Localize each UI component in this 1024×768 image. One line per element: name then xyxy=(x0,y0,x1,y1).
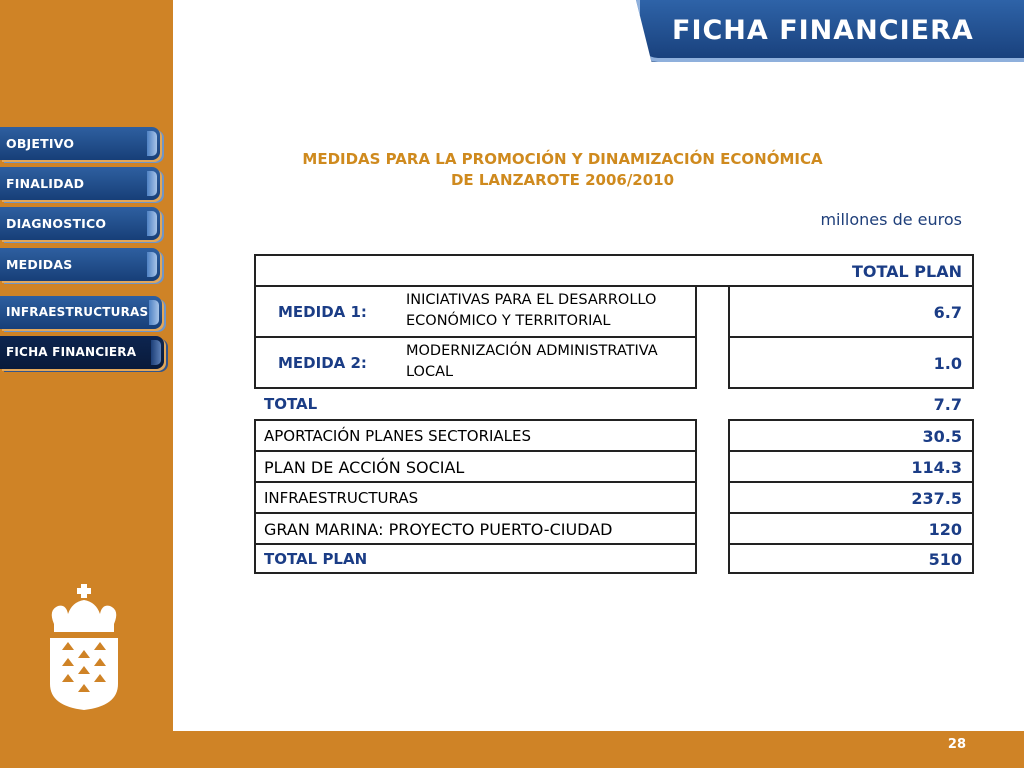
table-header-total-plan: TOTAL PLAN xyxy=(851,262,962,281)
medida-desc-line2: LOCAL xyxy=(406,364,454,380)
row-label: PLAN DE ACCIÓN SOCIAL xyxy=(264,458,465,477)
row-value: 30.5 xyxy=(922,427,962,446)
nav-medidas-button[interactable] xyxy=(0,248,160,281)
medida-label: MEDIDA 2: xyxy=(278,354,367,372)
row-label: INFRAESTRUCTURAS xyxy=(264,489,419,507)
nav-infraestructuras-button[interactable] xyxy=(0,296,162,329)
table-row-total-plan xyxy=(254,543,697,574)
units-label: millones de euros xyxy=(820,210,962,229)
total-plan-label: TOTAL PLAN xyxy=(264,550,368,568)
table-row xyxy=(254,481,697,514)
medida-label: MEDIDA 1: xyxy=(278,303,367,321)
medida-row xyxy=(254,285,697,338)
nav-ficha-financiera-label: FICHA FINANCIERA xyxy=(6,345,137,359)
medida-value: 6.7 xyxy=(933,303,962,322)
page-number: 28 xyxy=(947,737,966,752)
value-cell xyxy=(728,481,974,514)
row-label: APORTACIÓN PLANES SECTORIALES xyxy=(264,427,532,445)
total-value: 7.7 xyxy=(933,395,962,414)
nav-diagnostico-button[interactable] xyxy=(0,207,160,240)
tab-edge-icon xyxy=(147,252,157,277)
row-value: 237.5 xyxy=(911,489,962,508)
table-header-row xyxy=(254,254,974,287)
title-banner xyxy=(636,0,1024,62)
tab-edge-icon xyxy=(147,211,157,236)
medida-desc-line2: ECONÓMICO Y TERRITORIAL xyxy=(406,313,611,329)
row-value: 114.3 xyxy=(911,458,962,477)
table-row xyxy=(254,419,697,452)
sidebar xyxy=(0,0,173,768)
table-row xyxy=(254,450,697,483)
value-cell-total-plan xyxy=(728,543,974,574)
total-plan-value: 510 xyxy=(928,550,962,569)
tab-edge-icon xyxy=(151,340,161,365)
table-row xyxy=(254,512,697,545)
medida-row xyxy=(254,336,697,389)
footer-bar xyxy=(0,731,1024,768)
main-heading-line1: MEDIDAS PARA LA PROMOCIÓN Y DINAMIZACIÓN ECONÓMICA xyxy=(302,150,823,168)
medida-value-cell xyxy=(728,336,974,389)
row-value: 120 xyxy=(928,520,962,539)
medida-desc-line1: MODERNIZACIÓN ADMINISTRATIVA xyxy=(406,343,658,359)
medida-value-cell xyxy=(728,285,974,338)
medida-value: 1.0 xyxy=(933,354,962,373)
row-label: GRAN MARINA: PROYECTO PUERTO-CIUDAD xyxy=(264,520,613,539)
value-cell xyxy=(728,450,974,483)
nav-diagnostico-label: DIAGNOSTICO xyxy=(6,216,107,231)
tab-edge-icon xyxy=(147,171,157,196)
total-label: TOTAL xyxy=(264,395,318,413)
medida-desc-line1: INICIATIVAS PARA EL DESARROLLO xyxy=(406,292,657,308)
nav-infraestructuras-label: INFRAESTRUCTURAS xyxy=(6,305,149,319)
coat-of-arms-icon xyxy=(44,584,124,712)
tab-edge-icon xyxy=(149,300,159,325)
main-heading-line2: DE LANZAROTE 2006/2010 xyxy=(450,171,675,189)
nav-objetivo-button[interactable] xyxy=(0,127,160,160)
nav-objetivo-label: OBJETIVO xyxy=(6,136,75,151)
value-cell xyxy=(728,512,974,545)
nav-ficha-financiera-button[interactable] xyxy=(0,336,164,369)
page-title: FICHA FINANCIERA xyxy=(672,15,974,46)
nav-finalidad-label: FINALIDAD xyxy=(6,176,85,191)
value-cell xyxy=(728,419,974,452)
tab-edge-icon xyxy=(147,131,157,156)
nav-medidas-label: MEDIDAS xyxy=(6,257,73,272)
nav-finalidad-button[interactable] xyxy=(0,167,160,200)
